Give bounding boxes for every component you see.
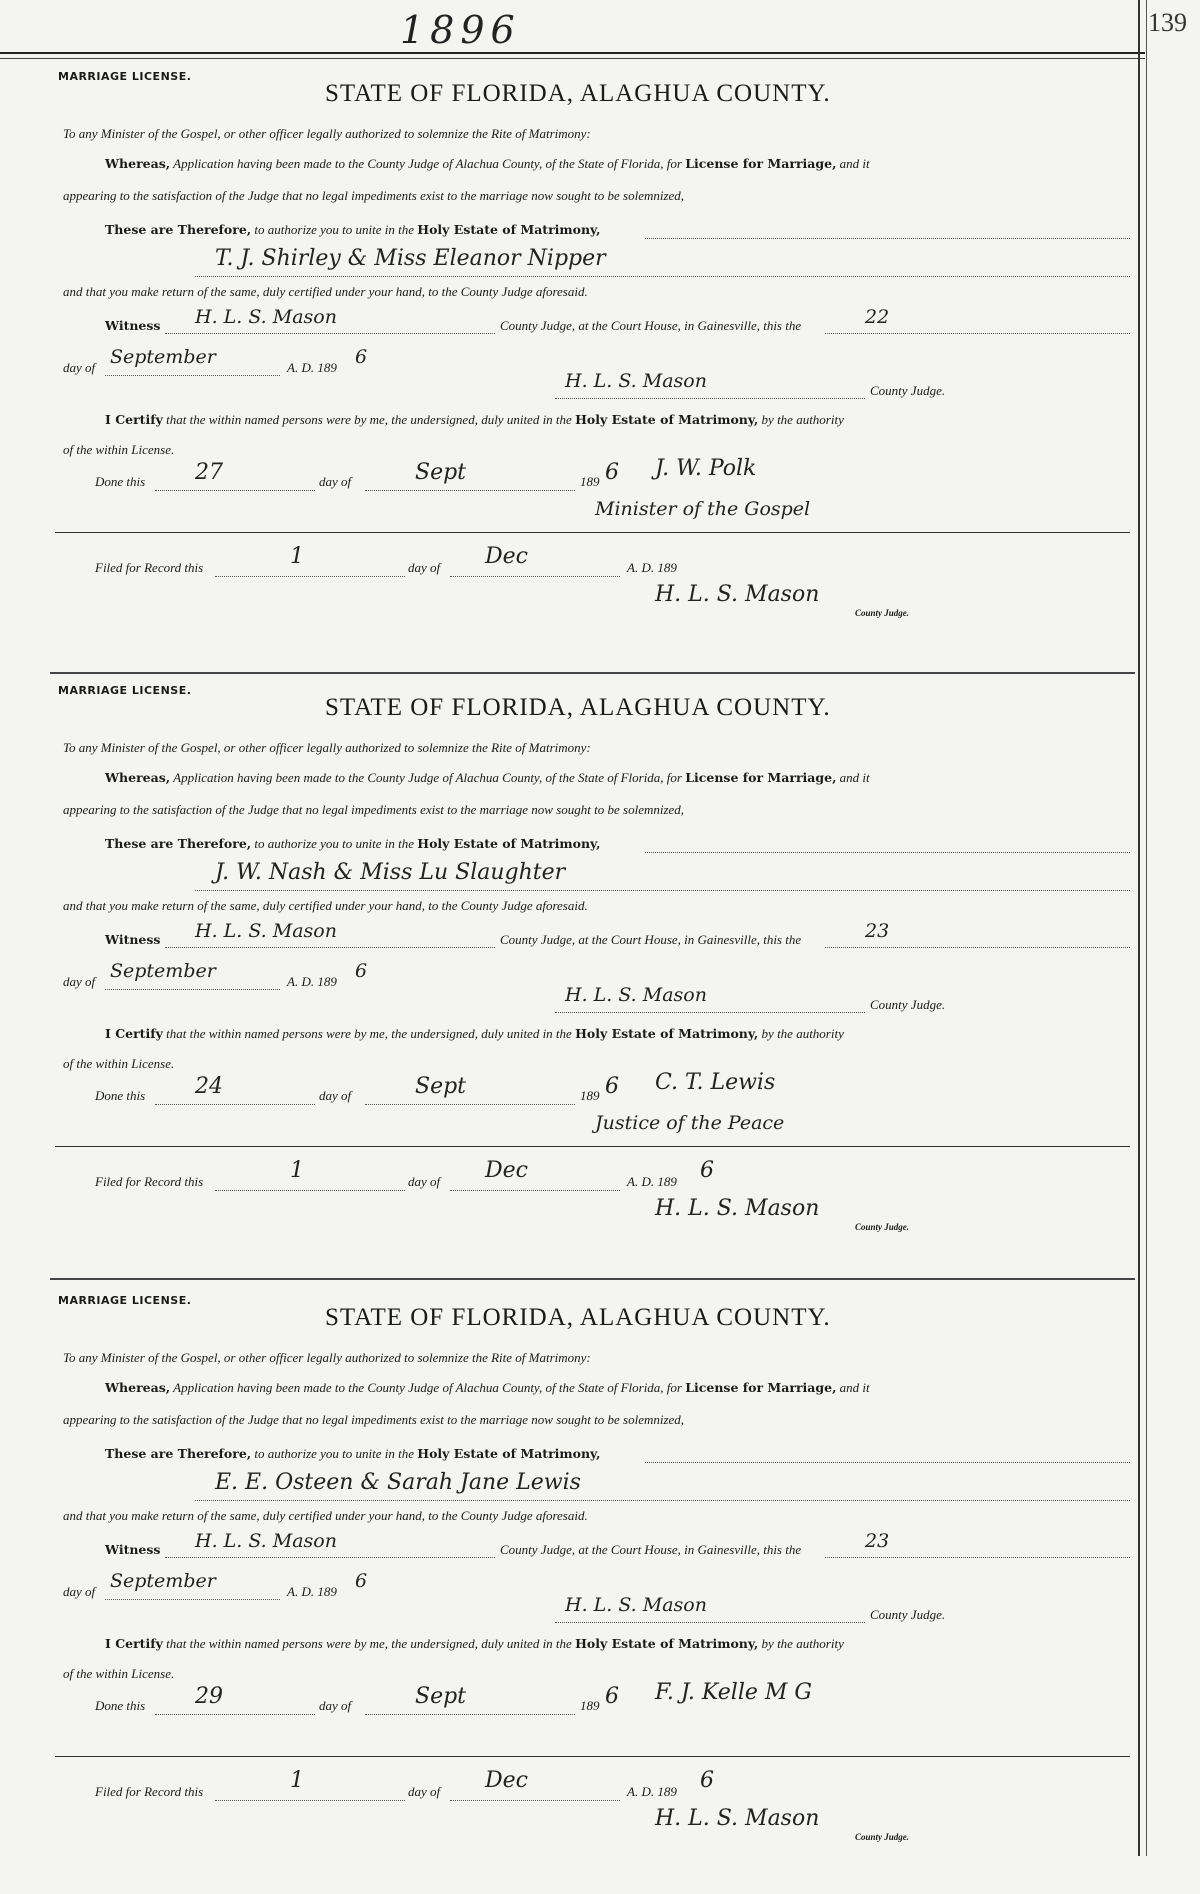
witness-label: Witness (105, 932, 161, 947)
certify-text: that the within named persons were by me, the undersigned, duly united in the (166, 1636, 572, 1651)
witness-signature: H. L. S. Mason (195, 306, 337, 328)
dotted-line (365, 490, 575, 491)
witness-label: Witness (105, 318, 161, 333)
whereas-text: Application having been made to the County Judge of Alachua County, of the State of Florida, for (173, 1380, 682, 1395)
officiant-signature: F. J. Kelle M G (655, 1680, 812, 1705)
filed-divider (55, 1756, 1130, 1757)
certify-line (105, 1636, 844, 1652)
top-rule (0, 52, 1145, 54)
dotted-line (450, 576, 620, 577)
marriage-license-2 (55, 684, 1130, 1284)
holy-estate-label: Holy Estate of Matrimony, (575, 1026, 759, 1041)
by-the-authority-text: by the authority (761, 412, 844, 427)
license-label: MARRIAGE LICENSE. (58, 1294, 192, 1307)
whereas-text: Application having been made to the County Judge of Alachua County, of the State of Florida, for (173, 770, 682, 785)
filed-day-of-label: day of (408, 1784, 441, 1799)
filed-divider (55, 1146, 1130, 1147)
right-margin-rule-thin (1146, 0, 1147, 1856)
and-it-text: and it (839, 1380, 870, 1395)
dotted-line (645, 1462, 1130, 1463)
officiant-title: Minister of the Gospel (595, 498, 811, 520)
filed-judge-signature: H. L. S. Mason (655, 1806, 820, 1831)
dotted-line (450, 1800, 620, 1801)
these-therefore-line (105, 222, 600, 238)
dotted-line (215, 576, 405, 577)
dotted-line (105, 375, 280, 376)
filed-year-digit: 6 (700, 1158, 714, 1183)
officiant-title: Justice of the Peace (595, 1112, 785, 1134)
day-of-label: day of (63, 360, 96, 375)
filed-ad-label: A. D. 189 (627, 1174, 677, 1189)
top-rule-thin (0, 58, 1145, 59)
whereas-line (105, 770, 870, 786)
filed-for-record-label: Filed for Record this (95, 1784, 204, 1799)
county-judge-label: County Judge. (870, 1607, 946, 1622)
done-month: Sept (415, 1684, 467, 1709)
dotted-line (165, 947, 495, 948)
dotted-line (165, 1557, 495, 1558)
dotted-line (155, 1104, 315, 1105)
day-of-label: day of (63, 1584, 96, 1599)
issue-year-digit: 6 (355, 1570, 368, 1592)
witness-signature: H. L. S. Mason (195, 1530, 337, 1552)
holy-estate-label: Holy Estate of Matrimony, (417, 1446, 601, 1461)
issue-month: September (110, 960, 216, 982)
license-separator (50, 1278, 1135, 1280)
day-of-label: day of (63, 974, 96, 989)
return-text: and that you make return of the same, duly certified under your hand, to the County Judge aforesaid. (63, 898, 588, 913)
holy-estate-label: Holy Estate of Matrimony, (417, 836, 601, 851)
couple-names: E. E. Osteen & Sarah Jane Lewis (215, 1470, 581, 1495)
county-judge-label: County Judge. (870, 997, 946, 1012)
whereas-label: Whereas, (105, 770, 171, 785)
to-any-minister-text: To any Minister of the Gospel, or other officer legally authorized to solemnize the Rite of Matrimony: (63, 126, 591, 141)
dotted-line (450, 1190, 620, 1191)
done-year-digit: 6 (605, 1684, 619, 1709)
filed-divider (55, 532, 1130, 533)
and-it-text: and it (839, 156, 870, 171)
marriage-license-3 (55, 1294, 1130, 1894)
county-judge-small-label: County Judge. (855, 608, 910, 618)
these-therefore-label: These are Therefore, (105, 222, 252, 237)
officiant-signature: J. W. Polk (655, 456, 757, 481)
filed-judge-signature: H. L. S. Mason (655, 582, 820, 607)
license-title: STATE OF FLORIDA, ALAGHUA COUNTY. (325, 80, 831, 107)
county-judge-courthouse-text: County Judge, at the Court House, in Gainesville, this the (500, 932, 802, 947)
whereas-label: Whereas, (105, 1380, 171, 1395)
dotted-line (365, 1104, 575, 1105)
these-therefore-text: to authorize you to unite in the (254, 222, 415, 237)
done-this-label: Done this (95, 1088, 146, 1103)
dotted-line (165, 333, 495, 334)
to-any-minister-text: To any Minister of the Gospel, or other officer legally authorized to solemnize the Rite of Matrimony: (63, 1350, 591, 1365)
couple-names: T. J. Shirley & Miss Eleanor Nipper (215, 246, 606, 271)
license-for-marriage-label: License for Marriage, (685, 1380, 837, 1395)
certify-label: I Certify (105, 1636, 163, 1651)
dotted-line (825, 947, 1130, 948)
return-text: and that you make return of the same, duly certified under your hand, to the County Judge aforesaid. (63, 1508, 588, 1523)
holy-estate-label: Holy Estate of Matrimony, (575, 412, 759, 427)
dotted-line (825, 333, 1130, 334)
dotted-line (105, 1599, 280, 1600)
and-it-text: and it (839, 770, 870, 785)
license-label: MARRIAGE LICENSE. (58, 70, 192, 83)
whereas-line (105, 1380, 870, 1396)
couple-names: J. W. Nash & Miss Lu Slaughter (215, 860, 566, 885)
filed-month: Dec (485, 1768, 528, 1793)
done-day: 29 (195, 1684, 223, 1709)
done-month: Sept (415, 460, 467, 485)
judge-signature: H. L. S. Mason (565, 1594, 707, 1616)
dotted-line (645, 852, 1130, 853)
right-margin-rule (1138, 0, 1140, 1856)
done-year-digit: 6 (605, 460, 619, 485)
dotted-line (195, 890, 1130, 891)
of-within-license-text: of the within License. (63, 442, 175, 457)
county-judge-small-label: County Judge. (855, 1222, 910, 1232)
issue-year-digit: 6 (355, 960, 368, 982)
done-year-label: 189 (580, 474, 600, 489)
these-therefore-label: These are Therefore, (105, 1446, 252, 1461)
dotted-line (215, 1800, 405, 1801)
filed-ad-label: A. D. 189 (627, 1784, 677, 1799)
dotted-line (155, 490, 315, 491)
filed-day: 1 (290, 544, 304, 569)
dotted-line (215, 1190, 405, 1191)
county-judge-courthouse-text: County Judge, at the Court House, in Gainesville, this the (500, 318, 802, 333)
these-therefore-line (105, 836, 600, 852)
done-year-digit: 6 (605, 1074, 619, 1099)
marriage-license-1 (55, 70, 1130, 670)
certify-text: that the within named persons were by me, the undersigned, duly united in the (166, 412, 572, 427)
whereas-label: Whereas, (105, 156, 171, 171)
issue-month: September (110, 346, 216, 368)
by-the-authority-text: by the authority (761, 1636, 844, 1651)
dotted-line (105, 989, 280, 990)
ad-189-label: A. D. 189 (287, 360, 337, 375)
filed-judge-signature: H. L. S. Mason (655, 1196, 820, 1221)
done-this-label: Done this (95, 1698, 146, 1713)
holy-estate-label: Holy Estate of Matrimony, (575, 1636, 759, 1651)
certify-line (105, 412, 844, 428)
county-judge-label: County Judge. (870, 383, 946, 398)
license-for-marriage-label: License for Marriage, (685, 156, 837, 171)
appearing-text: appearing to the satisfaction of the Judge that no legal impediments exist to the marriage now sought to be solemnized, (63, 802, 685, 817)
dotted-line (195, 1500, 1130, 1501)
issue-day: 22 (865, 306, 890, 328)
dotted-line (155, 1714, 315, 1715)
certify-label: I Certify (105, 412, 163, 427)
filed-for-record-label: Filed for Record this (95, 1174, 204, 1189)
dotted-line (825, 1557, 1130, 1558)
certify-line (105, 1026, 844, 1042)
ad-189-label: A. D. 189 (287, 974, 337, 989)
done-month: Sept (415, 1074, 467, 1099)
done-year-label: 189 (580, 1088, 600, 1103)
holy-estate-label: Holy Estate of Matrimony, (417, 222, 601, 237)
these-therefore-text: to authorize you to unite in the (254, 1446, 415, 1461)
judge-signature: H. L. S. Mason (565, 984, 707, 1006)
dotted-line (365, 1714, 575, 1715)
done-year-label: 189 (580, 1698, 600, 1713)
license-title: STATE OF FLORIDA, ALAGHUA COUNTY. (325, 694, 831, 721)
issue-year-digit: 6 (355, 346, 368, 368)
license-for-marriage-label: License for Marriage, (685, 770, 837, 785)
dotted-line (645, 238, 1130, 239)
issue-month: September (110, 1570, 216, 1592)
appearing-text: appearing to the satisfaction of the Judge that no legal impediments exist to the marriage now sought to be solemnized, (63, 1412, 685, 1427)
filed-day: 1 (290, 1768, 304, 1793)
dotted-line (555, 1012, 865, 1013)
filed-year-digit: 6 (700, 1768, 714, 1793)
county-judge-small-label: County Judge. (855, 1832, 910, 1842)
whereas-line (105, 156, 870, 172)
of-within-license-text: of the within License. (63, 1056, 175, 1071)
register-year: 1896 (400, 8, 521, 52)
done-day-of-label: day of (319, 1088, 352, 1103)
judge-signature: H. L. S. Mason (565, 370, 707, 392)
whereas-text: Application having been made to the County Judge of Alachua County, of the State of Florida, for (173, 156, 682, 171)
license-separator (50, 672, 1135, 674)
filed-for-record-label: Filed for Record this (95, 560, 204, 575)
issue-day: 23 (865, 1530, 890, 1552)
done-day-of-label: day of (319, 1698, 352, 1713)
filed-month: Dec (485, 1158, 528, 1183)
dotted-line (195, 276, 1130, 277)
appearing-text: appearing to the satisfaction of the Judge that no legal impediments exist to the marriage now sought to be solemnized, (63, 188, 685, 203)
issue-day: 23 (865, 920, 890, 942)
dotted-line (555, 398, 865, 399)
these-therefore-text: to authorize you to unite in the (254, 836, 415, 851)
done-day-of-label: day of (319, 474, 352, 489)
filed-ad-label: A. D. 189 (627, 560, 677, 575)
license-label: MARRIAGE LICENSE. (58, 684, 192, 697)
witness-label: Witness (105, 1542, 161, 1557)
to-any-minister-text: To any Minister of the Gospel, or other officer legally authorized to solemnize the Rite of Matrimony: (63, 740, 591, 755)
certify-text: that the within named persons were by me, the undersigned, duly united in the (166, 1026, 572, 1041)
certify-label: I Certify (105, 1026, 163, 1041)
filed-day: 1 (290, 1158, 304, 1183)
ad-189-label: A. D. 189 (287, 1584, 337, 1599)
done-day: 24 (195, 1074, 223, 1099)
of-within-license-text: of the within License. (63, 1666, 175, 1681)
these-therefore-label: These are Therefore, (105, 836, 252, 851)
done-day: 27 (195, 460, 223, 485)
return-text: and that you make return of the same, duly certified under your hand, to the County Judge aforesaid. (63, 284, 588, 299)
county-judge-courthouse-text: County Judge, at the Court House, in Gainesville, this the (500, 1542, 802, 1557)
filed-day-of-label: day of (408, 1174, 441, 1189)
dotted-line (555, 1622, 865, 1623)
these-therefore-line (105, 1446, 600, 1462)
license-title: STATE OF FLORIDA, ALAGHUA COUNTY. (325, 1304, 831, 1331)
filed-month: Dec (485, 544, 528, 569)
witness-signature: H. L. S. Mason (195, 920, 337, 942)
filed-day-of-label: day of (408, 560, 441, 575)
by-the-authority-text: by the authority (761, 1026, 844, 1041)
officiant-signature: C. T. Lewis (655, 1070, 776, 1095)
done-this-label: Done this (95, 474, 146, 489)
page-number: 139 (1148, 8, 1187, 37)
